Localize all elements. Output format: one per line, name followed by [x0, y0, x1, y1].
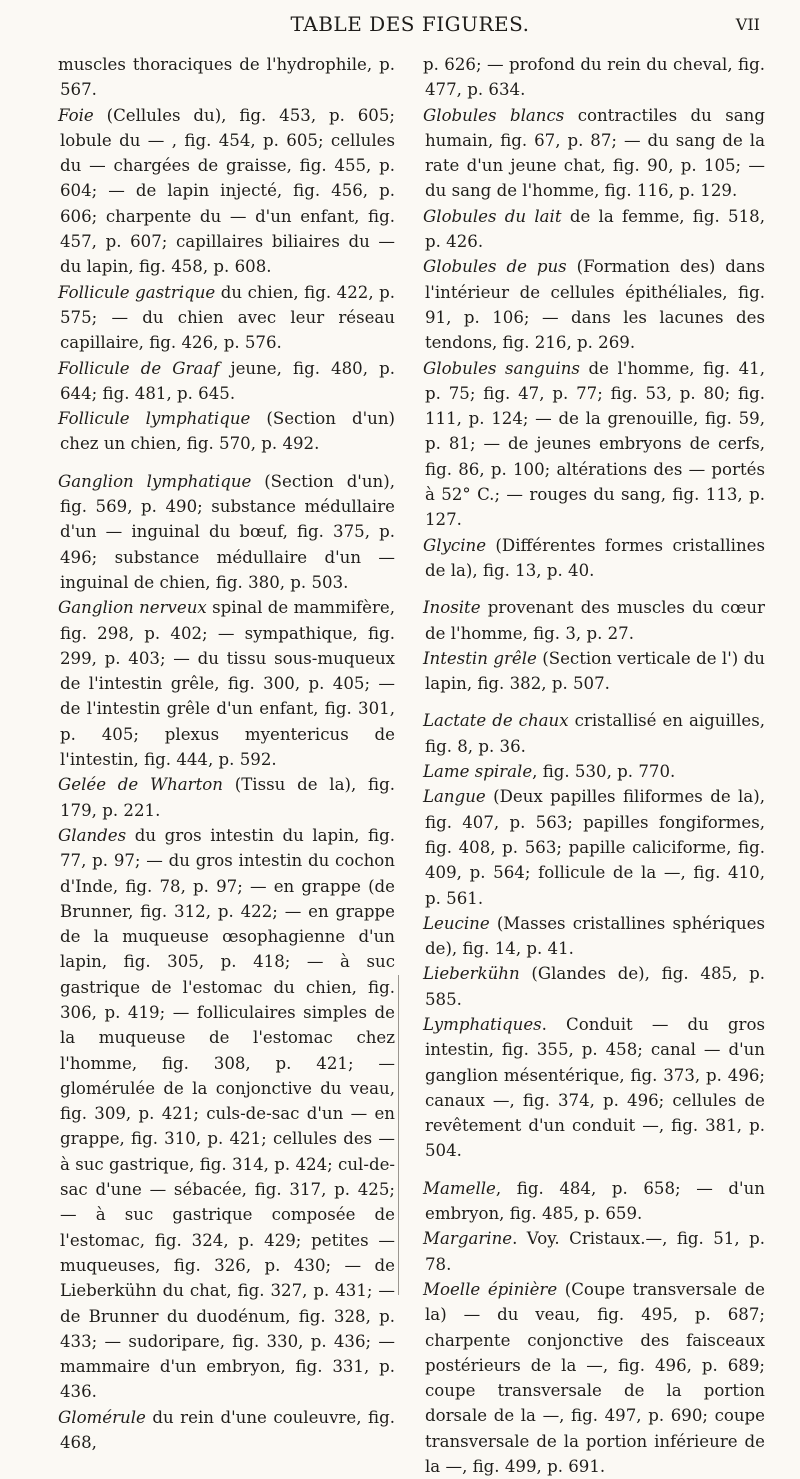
entry-text: , fig. 484, p. 658; — d'un embryon, fig. 485, p. 659.	[425, 1178, 765, 1224]
entry-term: Lymphatiques	[423, 1014, 542, 1034]
index-entry	[60, 772, 395, 823]
page-number: VII	[735, 15, 760, 34]
index-entry	[60, 356, 395, 407]
left-column	[60, 52, 395, 1455]
entry-term: Langue	[423, 787, 486, 807]
index-entry	[425, 204, 765, 255]
entry-term: Ganglion lymphatique	[58, 471, 252, 491]
entry-text: p. 626; — profond du rein du cheval, fig. 477, p. 634.	[423, 55, 765, 100]
page-title: TABLE DES FIGURES.	[290, 12, 530, 36]
entry-term: Margarine	[423, 1229, 513, 1249]
entry-text: spinal de mammifère, fig. 298, p. 402; — sympathique, fig. 299, p. 403; — du tissu sous-muqueux de l'intestin grêle, fig. 300, p. 405; — de l'intestin grêle d'un enfant, fig. 301, p. 405; plexus myentericus de l'intestin, fig. 444, p. 592.	[60, 598, 395, 770]
entry-text: muscles thoraciques de l'hydrophile, p. 567.	[58, 55, 395, 100]
entry-text: (Cellules du), fig. 453, p. 605; lobule du — , fig. 454, p. 605; cellules du — chargées de graisse, fig. 455, p. 604; — de lapin injecté, fig. 456, p. 606; charpente du — d'un enfant, fig. 457, p. 607; capillaires biliaires du — du lapin, fig. 458, p. 608.	[60, 105, 395, 277]
entry-term: Globules de pus	[423, 257, 567, 277]
index-entry	[425, 1277, 765, 1479]
index-entry	[425, 533, 765, 584]
entry-text: (Section d'un), fig. 569, p. 490; substance médullaire d'un — inguinal du bœuf, fig. 375, p. 496; substance médullaire d'un — inguinal de chien, fig. 380, p. 503.	[60, 471, 395, 592]
entry-term: Glandes	[58, 825, 127, 845]
index-entry	[425, 1012, 765, 1164]
entry-text: (Deux papilles filiformes de la), fig. 407, p. 563; papilles fongiformes, fig. 408, p. 563; papille caliciforme, fig. 409, p. 564; follicule de la —, fig. 410, p. 561.	[425, 787, 765, 908]
entry-term: Inosite	[423, 598, 481, 618]
entry-text: du gros intestin du lapin, fig. 77, p. 97; — du gros intestin du cochon d'Inde, fig. 78, p. 97; — en grappe (de Brunner, fig. 312, p. 422; — en grappe de la muqueuse œsophagienne d'un lapin, fig. 305, p. 418; — à suc gastrique de l'estomac du chien, fig. 306, p. 419; — folliculaires simples de la muqueuse de l'estomac chez l'homme, fig. 308, p. 421; — glomérulée de la conjonctive du veau, fig. 309, p. 421; culs-de-sac d'un — en grappe, fig. 310, p. 421; cellules des — à suc gastrique, fig. 314, p. 424; cul-de-sac d'une — sébacée, fig. 317, p. 425; — à suc gastrique composée de l'estomac, fig. 324, p. 429; petites — muqueuses, fig. 326, p. 430; — de Lieberkühn du chat, fig. 327, p. 431; — de Brunner du duodénum, fig. 328, p. 433; — sudoripare, fig. 330, p. 436; — mammaire d'un embryon, fig. 331, p. 436.	[60, 825, 395, 1402]
index-entry	[425, 961, 765, 1012]
index-entry	[425, 52, 765, 103]
entry-text: (Tissu de la), fig. 179, p. 221.	[60, 775, 395, 820]
index-entry	[60, 52, 395, 103]
column-rule	[398, 975, 399, 1295]
index-entry	[425, 708, 765, 759]
index-entry	[60, 469, 395, 595]
index-entry	[425, 595, 765, 646]
entry-term: Intestin grêle	[423, 648, 537, 668]
entry-text: (Formation des) dans l'intérieur de cellules épithéliales, fig. 91, p. 106; — dans les lacunes des tendons, fig. 216, p. 269.	[425, 257, 765, 353]
index-entry	[60, 595, 395, 772]
entry-term: Follicule de Graaf	[58, 358, 220, 378]
index-entry	[60, 280, 395, 356]
entry-text: du chien, fig. 422, p. 575; — du chien avec leur réseau capillaire, fig. 426, p. 576.	[60, 282, 396, 353]
index-entry	[425, 1226, 765, 1277]
entry-text: (Coupe transversale de la) — du veau, fig. 495, p. 687; charpente conjonctive des faisceaux postérieurs de la —, fig. 496, p. 689; coupe transversale de la portion dorsale de la —, fig. 497, p. 690; coupe transversale de la portion inférieure de la —, fig. 499, p. 691.	[425, 1279, 765, 1477]
index-entry	[60, 406, 395, 457]
entry-term: Foie	[58, 105, 94, 125]
entry-text: (Section verticale de l') du lapin, fig. 382, p. 507.	[425, 648, 765, 694]
index-entry	[425, 356, 765, 533]
index-entry	[425, 759, 765, 784]
entry-text: de l'homme, fig. 41, p. 75; fig. 47, p. 77; fig. 53, p. 80; fig. 111, p. 124; — de la grenouille, fig. 59, p. 81; — de jeunes embryons de cerfs, fig. 86, p. 100; altérations des — portés à 52° C.; — rouges du sang, fig. 113, p. 127.	[425, 358, 765, 530]
entry-term: Moelle épinière	[423, 1279, 558, 1299]
entry-text: . Voy. Cristaux.—, fig. 51, p. 78.	[425, 1229, 765, 1274]
entry-text: provenant des muscles du cœur de l'homme, fig. 3, p. 27.	[425, 598, 765, 643]
index-entry	[425, 911, 765, 962]
entry-term: Leucine	[423, 913, 490, 933]
entry-text: cristallisé en aiguilles, fig. 8, p. 36.	[425, 711, 765, 756]
entry-term: Gelée de Wharton	[58, 775, 223, 795]
entry-term: Lame spirale	[423, 762, 533, 782]
entry-text: (Section d'un) chez un chien, fig. 570, p. 492.	[60, 409, 395, 454]
entry-text: jeune, fig. 480, p. 644; fig. 481, p. 645.	[60, 358, 395, 403]
index-entry	[60, 103, 395, 280]
index-entry	[425, 784, 765, 910]
entry-term: Glycine	[423, 535, 487, 555]
entry-term: Glomérule	[58, 1407, 146, 1427]
entry-term: Follicule lymphatique	[58, 409, 251, 429]
index-entry	[425, 254, 765, 355]
right-column	[425, 52, 765, 1479]
index-entry	[425, 646, 765, 697]
entry-term: Globules du lait	[423, 206, 562, 226]
entry-text: contractiles du sang humain, fig. 67, p. 87; — du sang de la rate d'un jeune chat, fig. 90, p. 105; — du sang de l'homme, fig. 116, p. 129.	[425, 105, 765, 201]
index-entry	[60, 1405, 395, 1456]
entry-text: . Conduit — du gros intestin, fig. 355, p. 458; canal — d'un ganglion mésentérique, fig. 373, p. 496; canaux —, fig. 374, p. 496; cellules de revêtement d'un conduit —, fig. 381, p. 504.	[425, 1014, 765, 1161]
entry-term: Follicule gastrique	[58, 282, 216, 302]
index-entry	[60, 823, 395, 1405]
running-head	[60, 12, 760, 38]
entry-term: Globules sanguins	[423, 358, 580, 378]
index-entry	[425, 1176, 765, 1227]
index-entry	[425, 103, 765, 204]
entry-text: (Glandes de), fig. 485, p. 585.	[425, 964, 765, 1009]
entry-text: (Différentes formes cristallines de la), fig. 13, p. 40.	[425, 535, 765, 580]
entry-text: de la femme, fig. 518, p. 426.	[425, 206, 765, 252]
entry-text: , fig. 530, p. 770.	[532, 762, 676, 782]
entry-term: Lactate de chaux	[423, 711, 569, 731]
entry-text: du rein d'une couleuvre, fig. 468,	[60, 1407, 395, 1453]
entry-term: Ganglion nerveux	[58, 598, 207, 618]
entry-term: Lieberkühn	[423, 964, 520, 984]
entry-term: Mamelle	[423, 1178, 496, 1198]
entry-text: (Masses cristallines sphériques de), fig. 14, p. 41.	[425, 913, 765, 959]
entry-term: Globules blancs	[423, 105, 565, 125]
